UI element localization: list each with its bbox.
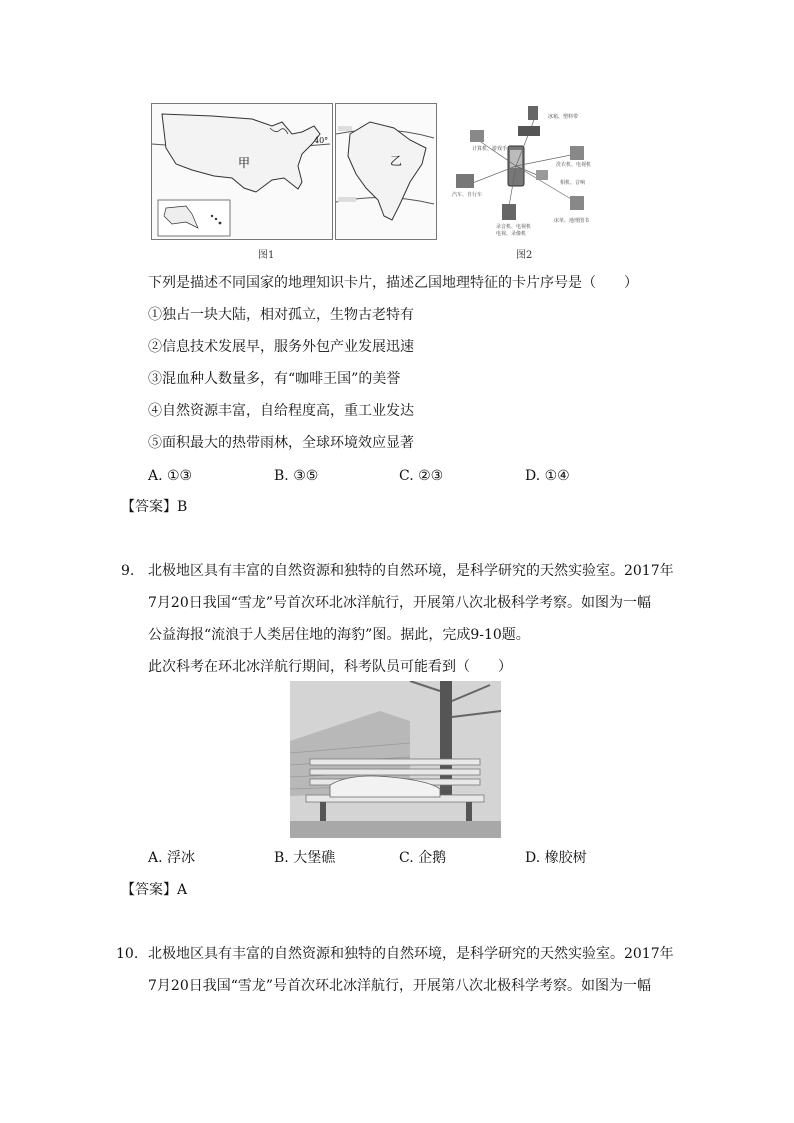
figure-1-map-brazil (335, 103, 437, 240)
map-label-jia: 甲 (238, 156, 251, 170)
q8-item-4: ④自然资源丰富，自给程度高，重工业发达 (148, 403, 414, 419)
product-card-2: 计算机、游戏手 (472, 146, 508, 152)
q10-line-2: 7月20日我国“雪龙”号首次环北冰洋航行，开展第八次北极科学考察。如图为一幅 (148, 978, 652, 994)
q8-option-c[interactable]: C. ②③ (399, 468, 444, 484)
q9-question: 此次科考在环北冰洋航行期间，科考队员可能看到（ ） (148, 659, 512, 675)
product-card-6: 录音机、电视机 (496, 224, 532, 230)
product-card-3: 洗衣机、电视机 (556, 162, 592, 168)
q8-stem: 下列是描述不同国家的地理知识卡片，描述乙国地理特征的卡片序号是（ ） (148, 275, 638, 291)
product-card-4: 汽车、自行车 (452, 192, 483, 198)
q9-line-2: 7月20日我国“雪龙”号首次环北冰洋航行，开展第八次北极科学考察。如图为一幅 (148, 595, 652, 611)
q8-option-a[interactable]: A. ①③ (148, 468, 193, 484)
q10-number: 10. (116, 946, 139, 962)
figure-2-caption: 图2 (516, 250, 533, 261)
q9-line-1: 北极地区具有丰富的自然资源和独特的自然环境，是科学研究的天然实验室。2017年 (148, 563, 674, 579)
product-card-8: 床单、地理图书 (554, 218, 590, 224)
figure-1-caption: 图1 (258, 250, 275, 261)
q9-option-d[interactable]: D. 橡胶树 (525, 850, 587, 866)
q10-line-1: 北极地区具有丰富的自然资源和独特的自然环境，是科学研究的天然实验室。2017年 (148, 946, 674, 962)
product-card-7: 电视、录像机 (496, 231, 527, 237)
latitude-label: 40° (314, 136, 329, 145)
q9-line-3: 公益海报“流浪于人类居住地的海豹”图。据此，完成9-10题。 (148, 627, 530, 643)
map-label-yi: 乙 (390, 154, 403, 168)
q8-option-d[interactable]: D. ①④ (525, 468, 570, 484)
q8-item-1: ①独占一块大陆，相对孤立，生物古老特有 (148, 307, 414, 323)
brazil-map-drawing (336, 104, 436, 239)
product-card-1: 冰箱、塑料带 (548, 114, 579, 120)
figure-2-products (448, 100, 600, 240)
q9-option-b[interactable]: B. 大堡礁 (274, 850, 336, 866)
q9-answer: 【答案】A (121, 882, 188, 898)
q8-option-b[interactable]: B. ③⑤ (274, 468, 319, 484)
product-card-5: 相机、音响 (560, 180, 586, 186)
usa-map-drawing (152, 104, 332, 239)
q8-item-5: ⑤面积最大的热带雨林，全球环境效应显著 (148, 435, 414, 451)
q9-option-c[interactable]: C. 企鹅 (399, 850, 447, 866)
q9-option-a[interactable]: A. 浮冰 (148, 850, 196, 866)
q8-item-2: ②信息技术发展早，服务外包产业发展迅速 (148, 339, 414, 355)
seal-poster-image (290, 681, 501, 838)
q8-answer: 【答案】B (121, 499, 188, 515)
q9-number: 9. (121, 563, 135, 579)
q8-item-3: ③混血种人数量多，有“咖啡王国”的美誉 (148, 371, 401, 387)
figure-1-map-usa (151, 103, 333, 240)
seal-on-bench-illustration (290, 681, 501, 838)
